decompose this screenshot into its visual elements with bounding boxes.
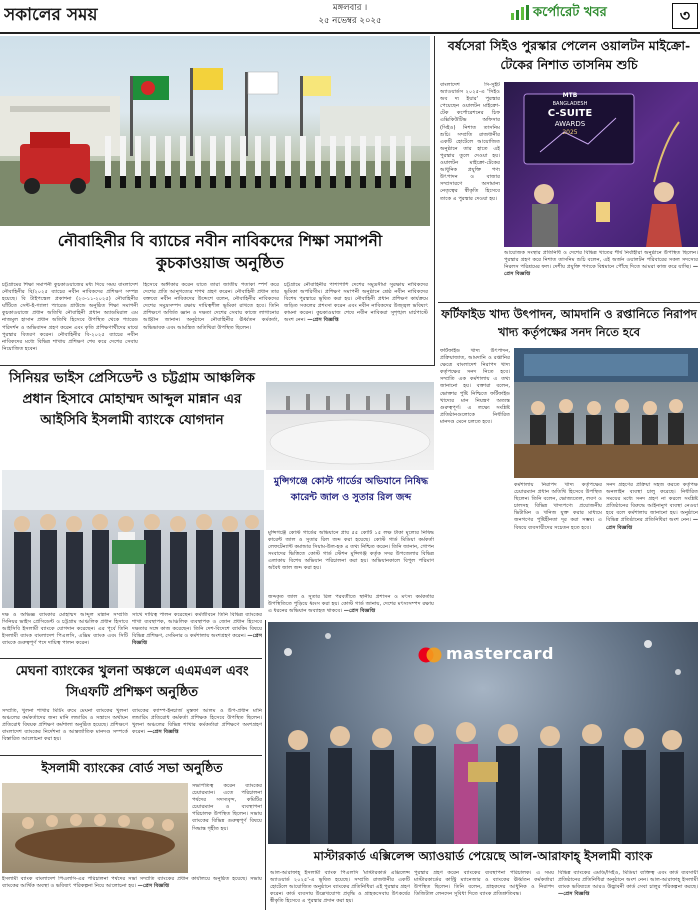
islami-svp-headline: সিনিয়র ভাইস প্রেসিডেন্ট ও চট্টগ্রাম আঞ্চলিক প্রধান হিসাবে মোহাম্মদ আব্দুল মান্নান এর আইসিবি ইসলামী ব্যাংকে যোগদান bbox=[9, 370, 255, 428]
fortified-body-col3 bbox=[606, 482, 698, 594]
islami-svp-body-col2-text: সাথে দায়িত্ব পালন করেছেন। কর্মজীবনে তিনি বিভিন্ন ব্যাংকের শাখা ব্যবস্থাপক, আঞ্চলিক ব্যবস্থাপক ও জোন প্রধান হিসেবে দক্ষতার সঙ্গে কাজ করেছেন। তিনি দেশ-বিদেশে ব্যাংকিং বিষয়ে বিভিন্ন প্রশিক্ষণ, সেমিনার ও কর্মশালায় অংশগ্রহণ করেন। bbox=[132, 612, 262, 640]
mastercard-body-col3-text: বিভিন্ন ব্যাংকের এমডি/সিইও, মিডিয়া ব্যক্তিত্ব এবং কার্ড ব্যবসায়ী প্রতিষ্ঠানের প্রতিনিধিরা অনুষ্ঠানে অংশ নেন। আল-আরাফাহ্ ইসলামী ব্যাংক ভবিষ্যতে আরও উদ্ভাবনী কার্ড সেবা চালুর পরিকল্পনা করছে। bbox=[558, 870, 698, 891]
islami-board-body-col1: সভাপতিত্ব করেন ব্যাংকের চেয়ারম্যান। এতে পরিচালনা পর্ষদের সদস্যবৃন্দ, কমিটির চেয়ারম্যান ও ব্যবস্থাপনা পরিচালক উপস্থিত ছিলেন। সভায় ব্যাংকের বিভিন্ন গুরুত্বপূর্ণ বিষয়ে সিদ্ধান্ত গৃহীত হয়। bbox=[192, 783, 262, 832]
meghna-headline: মেঘনা ব্যাংকের খুলনা অঞ্চলে এএমএল এবং সিএফটি প্রশিক্ষণ অনুষ্ঠিত bbox=[15, 664, 249, 700]
lower-column-divider bbox=[265, 620, 266, 910]
csuite-badge bbox=[530, 92, 610, 160]
fortified-workshop-photo bbox=[514, 348, 698, 478]
walton-divider bbox=[438, 302, 700, 303]
mastercard-headline: মাস্টারকার্ড এক্সিলেন্স অ্যাওয়ার্ড পেয়েছে আল-আরাফাহ্ ইসলামী ব্যাংক bbox=[313, 849, 653, 863]
islami-svp-body-col1: দক্ষ ও অভিজ্ঞ ব্যাংকার মোহাম্মদ আব্দুল মান্নান সম্প্রতি সিনিয়র ভাইস প্রেসিডেন্ট ও চট্টগ্রাম আঞ্চলিক প্রধান হিসাবে আইসিবি ইসলামী ব্যাংকে যোগদান করেছেন। এর পূর্বে তিনি ইসলামী ব্যাংক বাংলাদেশ পিএলসি, এক্সিম ব্যাংক এবং সিটি ব্যাংকে গুরুত্বপূর্ণ পদে দায়িত্ব পালন করেন। bbox=[2, 612, 128, 647]
walton-body-col2 bbox=[504, 250, 698, 300]
islami-board-body-col2 bbox=[2, 876, 262, 908]
masthead: সকালের সময় bbox=[4, 5, 98, 25]
walton-headline: বর্ষসেরা সিইও পুরস্কার পেলেন ওয়ালটন মাইক্রো-টেকের নিশাত তাসনিম শুচি bbox=[447, 38, 691, 72]
fortified-body-col2: কর্মশালায় নিরাপদ খাদ্য কর্তৃপক্ষের চেয়ারম্যান প্রধান অতিথি হিসেবে উপস্থিত ছিলেন। তিনি বলেন, ভোজ্যতেল, লবণ ও চালসহ বিভিন্ন খাদ্যপণ্যে প্রয়োজনীয় ভিটামিন ও খনিজ যুক্ত করার মাধ্যমে জনগণের পুষ্টিহীনতা দূর করা সম্ভব। এ বিষয়ে ব্যবসায়ীদের সচেতন হতে হবে। bbox=[514, 482, 602, 531]
meghna-body-col1: সম্প্রতি, খুলনা শাখার মিটিং রুমে মেঘনা ব্যাংকের খুলনা অঞ্চলের কর্মকর্তাদের জন্য মানি লন্ডারিং ও সন্ত্রাসে অর্থায়ন প্রতিরোধ বিষয়ক প্রশিক্ষণ কর্মশালা অনুষ্ঠিত হয়েছে। প্রশিক্ষণে বাংলাদেশ ব্যাংকের নির্দেশনা ও আন্তর্জাতিক মানদণ্ড সম্পর্কে বিস্তারিত আলোচনা করা হয়। bbox=[2, 708, 128, 743]
fortified-body-col3-text: সনদ গ্রহণের প্রক্রিয়া সহজ করতে কর্তৃপক্ষ অনলাইন ব্যবস্থা চালু করেছে। নির্ধারিত সময়ের মধ্যে সনদ গ্রহণ না করলে সংশ্লিষ্ট প্রতিষ্ঠানের বিরুদ্ধে আইনানুগ ব্যবস্থা নেওয়া হবে বলে কর্মশালায় জানানো হয়। অনুষ্ঠানে বিভিন্ন প্রতিষ্ঠানের প্রতিনিধিরা অংশ নেন। bbox=[606, 482, 698, 524]
navy-body-col1: চট্টগ্রামের শিক্ষা সমাপনী কুচকাওয়াজের মধ্য দিয়ে সময় বাংলাদেশ নৌবাহিনীর বি/২০২৫ ব্যাচের নবীন নাবিকদের প্রশিক্ষণ সম্পন্ন হয়েছে। বি টাইপস্কেল প্রকাশনা (২৩-১১-২০২৫) নৌবাহিনীর ঘাঁটিতে সেন্ট-ই-গ্যালা প্যারেড গ্রাউন্ডে অনুষ্ঠিত শিক্ষা সমাপনী কুচকাওয়াজে প্রধান অতিথি নৌবাহিনী প্রধান অ্যাডমিরাল এম নাজমুল হাসান প্রধান অতিথি হিসেবে উপস্থিত থেকে প্যারেড পরিদর্শন ও অভিবাদন গ্রহণ করেন এবং কৃতি প্রশিক্ষণার্থীদের মাঝে পুরস্কার বিতরণ করেন। নৌবাহিনীর বি-২০২৫ ব্যাচের নবীন নাবিকদের মধ্যে বিভিন্ন শাখায় প্রশিক্ষণ শেষ করে দেশের সেবায় নিয়োজিত হবেন। bbox=[2, 282, 138, 352]
islami-board-body-col2-text: ইসলামী ব্যাংক বাংলাদেশ পিএলসি-এর পরিচালনা পর্ষদের সভা সম্প্রতি ব্যাংকের প্রধান কার্যালয়ে অনুষ্ঠিত হয়েছে। সভায় ব্যাংকের আর্থিক অবস্থা ও ভবিষ্যৎ পরিকল্পনা নিয়ে আলোচনা হয়। bbox=[2, 876, 262, 890]
mastercard-byline: —প্রেস বিজ্ঞপ্তি bbox=[558, 891, 590, 898]
fortified-byline: —প্রেস বিজ্ঞপ্তি bbox=[606, 517, 698, 531]
walton-body-col2-text: আয়োজক সংস্থার প্রতিনিধি ও দেশের বিভিন্ন খাতের শীর্ষ নির্বাহীরা অনুষ্ঠানে উপস্থিত ছিলেন। পুরস্কার গ্রহণ করে নিশাত তাসনিম শুচি বলেন, এই অর্জন ওয়ালটন পরিবারের সকল সদস্যের নিরলস পরিশ্রমের ফল। দেশীয় প্রযুক্তি পণ্যকে বিশ্বমানে পৌঁছে দিতে আমরা কাজ করে যাচ্ছি। bbox=[504, 250, 698, 271]
navy-body-col3 bbox=[284, 282, 428, 360]
meghna-body-col2-text: ব্যাংকের ক্যাম্প-ইনচার্জ মুস্তফা আলম ও উপ-প্রধান মানি লন্ডারিং প্রতিরোধ কর্মকর্তা প্রশিক্ষক হিসেবে উপস্থিত ছিলেন। খুলনা অঞ্চলের বিভিন্ন শাখার কর্মকর্তারা প্রশিক্ষণে অংশগ্রহণ করেন। bbox=[132, 708, 262, 736]
dateline bbox=[280, 2, 420, 30]
islami-board-headline: ইসলামী ব্যাংকের বোর্ড সভা অনুষ্ঠিত bbox=[41, 760, 223, 775]
meghna-body-col2 bbox=[132, 708, 262, 752]
islami-board-byline: —প্রেস বিজ্ঞপ্তি bbox=[137, 883, 170, 890]
lower-divider bbox=[0, 658, 262, 659]
mastercard-body-col1: আল-আরাফাহ্ ইসলামী ব্যাংক পিএলসি 'মাস্টারকার্ড এক্সিলেন্স অ্যাওয়ার্ড ২০২৫'-এ ভূষিত হয়েছে। সম্প্রতি রাজধানীর একটি হোটেলে আয়োজিত অনুষ্ঠানে ব্যাংকের প্রতিনিধিরা এই পুরস্কার গ্রহণ করেন। কার্ড ব্যবসায় উল্লেখযোগ্য প্রবৃদ্ধি ও গ্রাহকসেবায় উৎকর্ষের স্বীকৃতি হিসেবে এ পুরস্কার প্রদান করা হয়। bbox=[270, 870, 410, 905]
islami-joining-photo bbox=[2, 470, 264, 608]
column-divider bbox=[434, 36, 435, 366]
mastercard-logo-text: mastercard bbox=[446, 644, 555, 663]
mastercard-body-col3 bbox=[558, 870, 698, 908]
fortified-body-col1: ফর্টিফাইড খাদ্য উৎপাদন, প্রক্রিয়াজাত, আমদানি ও রপ্তানির ক্ষেত্রে বাংলাদেশ নিরাপদ খাদ্য কর্তৃপক্ষের সনদ নিতে হবে। সম্প্রতি এক কর্মশালায় এ তথ্য জানানো হয়। বক্তারা বলেন, ভোক্তার পুষ্টি নিশ্চিতে ফর্টিফাইড খাদ্যের মান নিয়ন্ত্রণ অত্যন্ত গুরুত্বপূর্ণ। এ লক্ষ্যে সংশ্লিষ্ট প্রতিষ্ঠানগুলোকে নির্ধারিত মানদণ্ড মেনে চলতে হবে। bbox=[440, 348, 510, 425]
walton-body-col1: বাংলাদেশ সি-সুইট অ্যাওয়ার্ডস ২০২৫-এ 'সিইও অব দ্য ইয়ার' পুরস্কার পেয়েছেন ওয়ালটন মাইক্রো-টেক কর্পোরেশনের চিফ এক্সিকিউটিভ অফিসার (সিইও) নিশাত তাসনিম শুচি। সম্প্রতি রাজধানীর একটি হোটেলে আয়োজিত অনুষ্ঠানে তার হাতে এই পুরস্কার তুলে দেওয়া হয়। ওয়ালটন মাইক্রো-টেকের আধুনিক প্রযুক্তি পণ্য উৎপাদন ও বাজার সম্প্রসারণে অসামান্য নেতৃত্বের স্বীকৃতি হিসেবে তাকে এ পুরস্কার দেওয়া হয়। bbox=[440, 82, 500, 202]
day-label: মঙ্গলবার । bbox=[332, 3, 368, 13]
section-icon bbox=[510, 5, 530, 21]
section-title: কর্পোরেট খবর bbox=[533, 5, 607, 20]
navy-headline: নৌবাহিনীর বি ব্যাচের নবীন নাবিকদের শিক্ষা সমাপনী কুচকাওয়াজ অনুষ্ঠিত bbox=[57, 231, 383, 272]
mastercard-body-col2: পুরস্কার গ্রহণ করেন ব্যাংকের ব্যবস্থাপনা পরিচালক। এ সময় মাস্টারকার্ডের কান্ট্রি ম্যানেজার ও ব্যাংকের ঊর্ধ্বতন কর্মকর্তারা উপস্থিত ছিলেন। তিনি বলেন, গ্রাহকদের আধুনিক ও নিরাপদ ডিজিটাল লেনদেন সুবিধা দিতে ব্যাংক প্রতিশ্রুতিবদ্ধ। bbox=[414, 870, 554, 898]
board-divider bbox=[0, 755, 262, 756]
board-meeting-photo bbox=[2, 783, 188, 873]
mastercard-logo bbox=[418, 640, 558, 670]
badge-top: MTB bbox=[562, 92, 578, 99]
islami-svp-body-col2 bbox=[132, 612, 262, 654]
badge-line3: AWARDS bbox=[554, 120, 586, 128]
walton-byline: —প্রেস বিজ্ঞপ্তি bbox=[504, 264, 698, 278]
meghna-byline: —প্রেস বিজ্ঞপ্তি bbox=[147, 729, 179, 736]
header-rule bbox=[0, 32, 700, 34]
fortified-headline: ফর্টিফাইড খাদ্য উৎপাদন, আমদানি ও রপ্তানিতে নিরাপদ খাদ্য কর্তৃপক্ষের সনদ নিতে হবে bbox=[441, 307, 697, 339]
navy-body-col3-text: চট্টগ্রামে নৌবাহিনীর পাশাপাশি দেশের সমুদ্রসীমা সুরক্ষায় নাবিকদের ভূমিকা অপরিসীম। প্রশিক্ষণ সমাপনী অনুষ্ঠানে শ্রেষ্ঠ নবীন নাবিকদের বিশেষ পুরস্কারে ভূষিত করা হয়। নৌবাহিনী প্রধান প্রশিক্ষণ কার্যক্রমে জড়িত সকলের প্রশংসা করেন এবং নবীন নাবিকদের উজ্জ্বল ভবিষ্যৎ কামনা করেন। কুচকাওয়াজ শেষে নবীন নাবিকরা সুশৃঙ্খল মার্চপাস্টে অংশ নেন। bbox=[284, 282, 428, 324]
date-label: ২৫ নভেম্বর ২০২৫ bbox=[318, 16, 382, 26]
coastguard-seized-nets-photo bbox=[266, 382, 434, 470]
coastguard-body-col2 bbox=[268, 594, 434, 618]
mid-divider bbox=[0, 365, 434, 366]
coastguard-byline: —প্রেস বিজ্ঞপ্তি bbox=[343, 608, 376, 615]
page-number: ৩ bbox=[672, 3, 698, 29]
badge-line2: C-SUITE bbox=[547, 108, 593, 119]
section-logo bbox=[510, 3, 650, 29]
coastguard-body-col2-text: জব্দকৃত জাল ও সুতার রিল পরবর্তীতে স্থানীয় প্রশাসন ও মৎস্য কর্মকর্তার উপস্থিতিতে পুড়িয়ে ধ্বংস করা হয়। কোস্ট গার্ড জানায়, দেশের মৎস্যসম্পদ রক্ষায় এ ধরনের অভিযান অব্যাহত থাকবে। bbox=[268, 594, 434, 615]
coastguard-body-col1: মুন্সিগঞ্জে কোস্ট গার্ডের অভিযানে প্রায় ৫৫ কোটি ১৫ লক্ষ টাকা মূল্যের নিষিদ্ধ কারেন্ট জাল ও সুতার রিল জব্দ করা হয়েছে। কোস্ট গার্ড মিডিয়া কর্মকর্তা লেফটেন্যান্ট কমান্ডার সিয়াম-উল-হক এ তথ্য নিশ্চিত করেন। তিনি জানান, গোপন সংবাদের ভিত্তিতে কোস্ট গার্ড স্টেশন মুন্সিগঞ্জ কর্তৃক সদর উপজেলার বিভিন্ন এলাকায় বিশেষ অভিযান পরিচালনা করা হয়। অভিযানকালে বিপুল পরিমাণ অবৈধ জাল জব্দ করা হয়। bbox=[268, 530, 434, 572]
badge-line1: BANGLADESH bbox=[552, 101, 588, 107]
badge-year: 2025 bbox=[562, 129, 578, 136]
islami-svp-byline: —প্রেস বিজ্ঞপ্তি bbox=[132, 633, 262, 647]
navy-byline: —প্রেস বিজ্ঞপ্তি bbox=[307, 317, 339, 324]
coastguard-headline: মুন্সিগঞ্জে কোস্ট গার্ডের অভিযানে নিষিদ্ধ কারেন্ট জাল ও সুতার রিল জব্দ bbox=[273, 476, 429, 503]
navy-body-col2: হিসেবে অঙ্গীকার করেন যাতে তারা জাতীয় পতাকা স্পর্শ করে দেশের প্রতি আনুগত্যের শপথ গ্রহণ করেন। নৌবাহিনী প্রধান তার বক্তব্যে নবীন নাবিকদের উদ্দেশে বলেন, নৌবাহিনীর নাবিকদের দেশের সমুদ্রসম্পদ রক্ষায় দায়িত্বশীল ভূমিকা রাখতে হবে। তিনি প্রশিক্ষণে অর্জিত জ্ঞান ও দক্ষতা দেশের সেবায় কাজে লাগানোর আহ্বান জানান। অনুষ্ঠানে নৌবাহিনীর ঊর্ধ্বতন কর্মকর্তা, অভিভাবক এবং আমন্ত্রিত অতিথিরা উপস্থিত ছিলেন। bbox=[143, 282, 279, 331]
navy-parade-photo bbox=[0, 36, 430, 226]
